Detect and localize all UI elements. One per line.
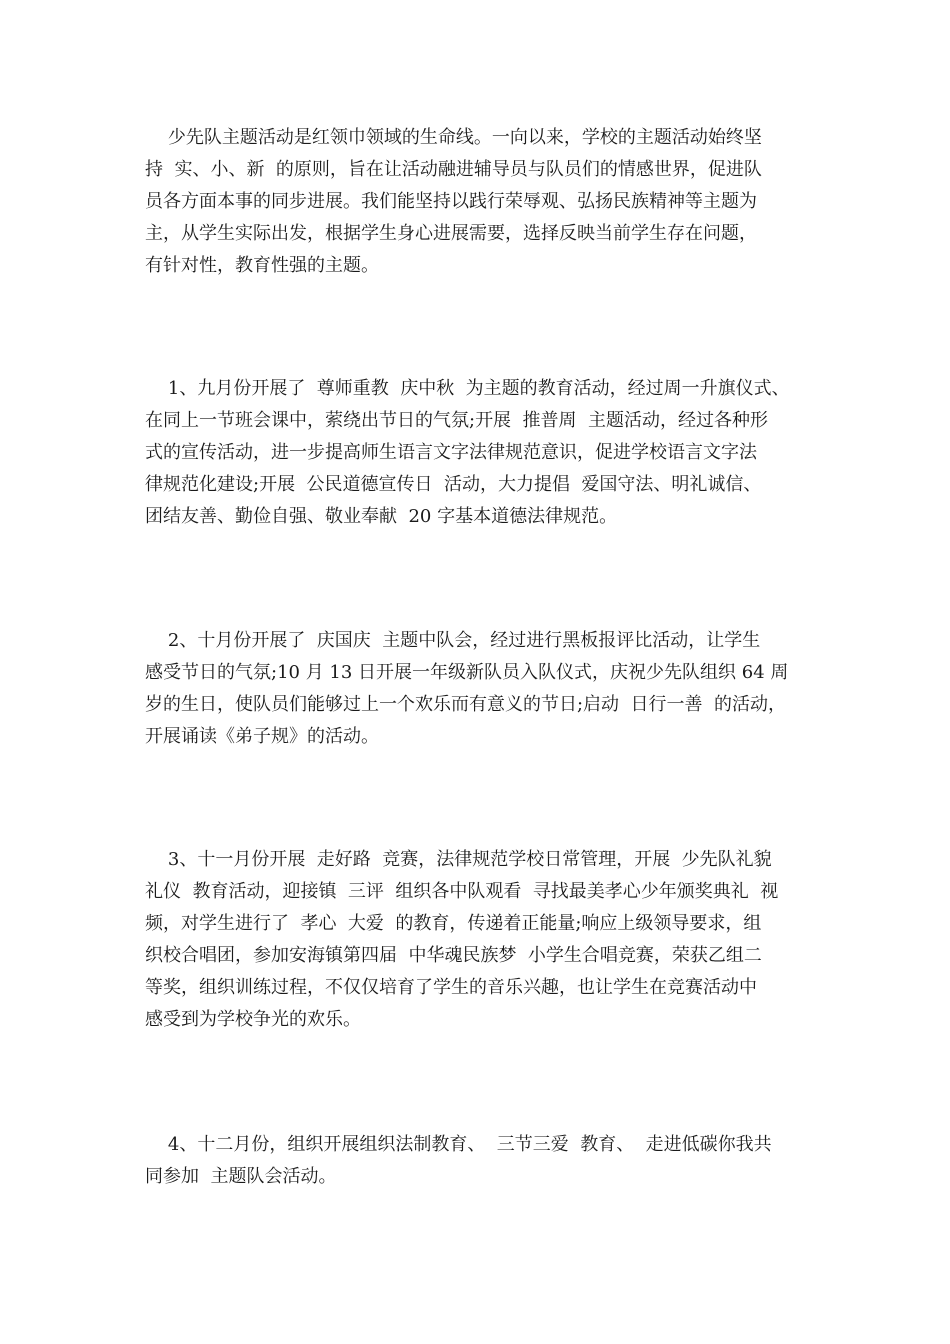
text-line: 织校合唱团，参加安海镇第四届 中华魂民族梦 小学生合唱竞赛，荣获乙组二	[145, 945, 762, 966]
text-line: 感受节日的气氛;10 月 13 日开展一年级新队员入队仪式，庆祝少先队组织 64 周	[145, 662, 789, 683]
text-line: 员各方面本事的同步进展。我们能坚持以践行荣辱观、弘扬民族精神等主题为	[145, 191, 757, 212]
text-line: 频，对学生进行了 孝心 大爱 的教育，传递着正能量;响应上级领导要求，组	[145, 913, 762, 934]
text-line: 4、十二月份，组织开展组织法制教育、 三节三爱 教育、 走进低碳你我共	[145, 1134, 772, 1155]
text-line: 少先队主题活动是红领巾领域的生命线。一向以来，学校的主题活动始终坚	[145, 127, 762, 148]
text-line: 2、十月份开展了 庆国庆 主题中队会，经过进行黑板报评比活动，让学生	[145, 630, 761, 651]
text-line: 1、九月份开展了 尊师重教 庆中秋 为主题的教育活动，经过周一升旗仪式、	[145, 378, 790, 399]
paragraph-december	[145, 1129, 825, 1193]
text-line: 式的宣传活动，进一步提高师生语言文字法律规范意识，促进学校语言文字法	[145, 442, 757, 463]
paragraph-november	[145, 844, 825, 1036]
text-line: 持 实、小、新 的原则，旨在让活动融进辅导员与队员们的情感世界，促进队	[145, 159, 762, 180]
text-line: 岁的生日，使队员们能够过上一个欢乐而有意义的节日;启动 日行一善 的活动，	[145, 694, 786, 715]
paragraph-september	[145, 373, 825, 533]
text-line: 等奖，组织训练过程，不仅仅培育了学生的音乐兴趣，也让学生在竞赛活动中	[145, 977, 757, 998]
paragraph-october	[145, 625, 825, 753]
text-line: 律规范化建设;开展 公民道德宣传日 活动，大力提倡 爱国守法、明礼诚信、	[145, 474, 762, 495]
text-line: 3、十一月份开展 走好路 竞赛，法律规范学校日常管理，开展 少先队礼貌	[145, 849, 772, 870]
text-line: 开展诵读《弟子规》的活动。	[145, 726, 379, 747]
text-line: 团结友善、勤俭自强、敬业奉献 20 字基本道德法律规范。	[145, 506, 618, 527]
text-line: 在同上一节班会课中，萦绕出节日的气氛;开展 推普周 主题活动，经过各种形	[145, 410, 768, 431]
text-line: 同参加 主题队会活动。	[145, 1166, 337, 1187]
paragraph-intro	[145, 122, 825, 282]
text-line: 礼仪 教育活动，迎接镇 三评 组织各中队观看 寻找最美孝心少年颁奖典礼 视	[145, 881, 779, 902]
text-line: 主，从学生实际出发，根据学生身心进展需要，选择反映当前学生存在问题，	[145, 223, 757, 244]
text-line: 感受到为学校争光的欢乐。	[145, 1009, 361, 1030]
text-line: 有针对性，教育性强的主题。	[145, 255, 379, 276]
